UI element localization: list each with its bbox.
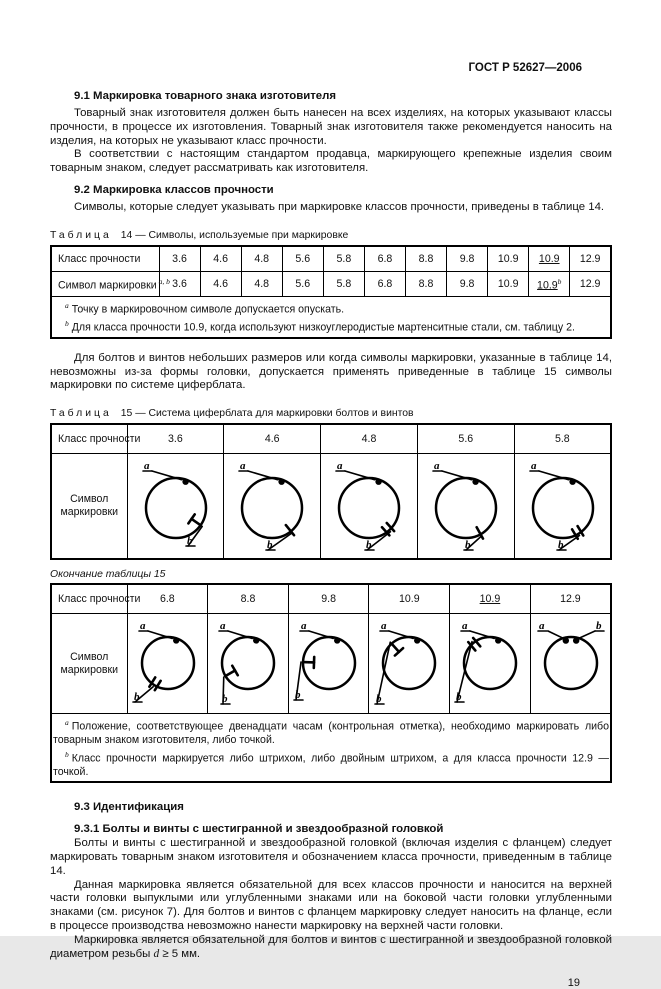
table-cell [200, 246, 241, 272]
svg-text:a: a [240, 460, 246, 472]
table-cell [282, 246, 323, 272]
table-15-caption [50, 408, 612, 419]
class-value: 6.8 [378, 253, 393, 265]
svg-text:b: b [376, 693, 382, 705]
table-cell [364, 271, 405, 296]
svg-text:a: a [301, 620, 307, 632]
class-value: 4.8 [254, 278, 269, 290]
table-cell [447, 271, 488, 296]
table-cell [488, 271, 529, 296]
section-9-3-1-title: 9.3.1 Болты и винты с шестигранной и звездообразной головкой [50, 823, 612, 835]
table-cell [200, 271, 241, 296]
class-value: 3.6 [172, 253, 187, 265]
svg-text:b: b [134, 691, 140, 703]
svg-text:a: a [462, 620, 468, 632]
svg-text:b: b [267, 539, 273, 551]
thread-diameter-variable: d [153, 948, 159, 960]
row-label: Символ маркировки [51, 454, 127, 560]
class-value: 8.8 [241, 593, 256, 605]
table-footnote: $^a$ Положение, соответствующее двенадцати часам (контрольная отметка), необходимо маркировать либо товарным знаком изготовителя, либо точкой. [53, 716, 609, 748]
dial-symbol-cell [514, 454, 611, 560]
svg-text:a: a [337, 460, 343, 472]
svg-text:a: a [434, 460, 440, 472]
table-cell [570, 246, 611, 272]
table-footnote: $^a$ Точку в маркировочном символе допускается опускать. [53, 299, 609, 317]
dial-symbol-cell [450, 614, 531, 714]
table-cell [241, 246, 282, 272]
svg-text:a: a [381, 620, 387, 632]
class-value: 4.8 [362, 433, 377, 445]
dial-symbol-cell [321, 454, 418, 560]
table-footnote: $^b$ Для класса прочности 10.9, когда используют низкоуглеродистые мартенситные стали, см. таблицу 2. [53, 317, 609, 335]
table-cell [417, 424, 514, 454]
class-value: 10.9 [498, 278, 519, 290]
table-cell [241, 271, 282, 296]
class-value: 12.9 [580, 278, 601, 290]
table-footnotes-cell [51, 714, 611, 783]
class-value: 9.8 [321, 593, 336, 605]
dial-marking-table-part-1 [50, 423, 612, 560]
dial-symbol-cell [127, 454, 224, 560]
class-value: 4.8 [254, 253, 269, 265]
row-label: Символ маркировки [51, 614, 127, 714]
footnote-marker: a [65, 718, 69, 727]
class-value: 5.6 [295, 253, 310, 265]
table-cell [224, 424, 321, 454]
paragraph-9-3-1-c [50, 934, 612, 962]
dial-symbol-cell [288, 614, 369, 714]
svg-text:b: b [465, 539, 471, 551]
class-value: 5.6 [295, 278, 310, 290]
table-row [51, 714, 611, 783]
class-value: 6.8 [160, 593, 175, 605]
table-cell [127, 424, 224, 454]
row-label: Класс прочности [51, 424, 127, 454]
class-value: 5.8 [555, 433, 570, 445]
dial-symbol-cell [224, 454, 321, 560]
table-row [51, 271, 611, 296]
table-cell [288, 584, 369, 614]
strength-class-dial-symbol [290, 616, 369, 708]
dial-marking-table-part-2 [50, 583, 612, 783]
table-row [51, 454, 611, 560]
table-15-part-1 [50, 423, 612, 560]
class-value: 10.9 [480, 593, 501, 605]
row-label: Класс прочности [51, 246, 159, 272]
footnote-marker: a [65, 301, 69, 310]
table-14-caption-text: 14 — Символы, используемые при маркировке [121, 230, 349, 241]
strength-class-dial-symbol [516, 456, 611, 553]
class-value: 8.8 [419, 253, 434, 265]
table-row [51, 296, 611, 338]
table-cell [450, 584, 531, 614]
class-value: 5.6 [458, 433, 473, 445]
table-cell [321, 424, 418, 454]
strength-class-dial-symbol [419, 456, 514, 553]
section-9-1-title: 9.1 Маркировка товарного знака изготовителя [50, 90, 612, 102]
class-value: 4.6 [213, 253, 228, 265]
svg-text:b: b [596, 620, 602, 632]
footnote-ref: a, b [157, 277, 170, 286]
class-value: 10.9 [539, 253, 560, 265]
paragraph-9-2-b: Для болтов и винтов небольших размеров или когда символы маркировки, указанные в таблице 14, невозможны из-за формы головки, допускается применять приведенные в таблице 15 символы маркировки по системе циферблата. [50, 352, 612, 393]
table-cell [447, 246, 488, 272]
paragraph-9-3-1-a: Болты и винты с шестигранной и звездообразной головкой (включая изделия с фланцем) следует маркировать товарным знаком изготовителя и обозначением класса прочности, приведенным в таблице 14. [50, 837, 612, 878]
row-label: Класс прочности [51, 584, 127, 614]
table-14-caption-word: Таблица [50, 230, 112, 241]
class-value: 9.8 [460, 278, 475, 290]
table-cell [208, 584, 289, 614]
strength-class-dial-symbol [322, 456, 417, 553]
class-value: 6.8 [378, 278, 393, 290]
paragraph-9-1-b: В соответствии с настоящим стандартом продавца, маркирующего крепежные изделия своим товарным знаком, следует рассматривать как изготовителя. [50, 148, 612, 176]
table-footnotes-cell [51, 296, 611, 338]
table-footnote: $^b$ Класс прочности маркируется либо штрихом, либо двойным штрихом, а для класса прочности 12.9 — точкой. [53, 748, 609, 780]
class-value: 12.9 [580, 253, 601, 265]
strength-class-dial-symbol [209, 616, 288, 708]
class-value: 10.9 [399, 593, 420, 605]
dial-symbol-cell [208, 614, 289, 714]
table-row [51, 584, 611, 614]
table-row [51, 246, 611, 272]
strength-class-dial-symbol [129, 456, 224, 553]
row-label: Символ маркировки $^{a, b}$ [51, 271, 159, 296]
paragraph-9-2-a: Символы, которые следует указывать при маркировке классов прочности, приведены в таблице 14. [50, 201, 612, 215]
class-value: 10.9 [498, 253, 519, 265]
svg-text:b: b [456, 691, 462, 703]
table-14 [50, 245, 612, 339]
footnote-marker: b [65, 319, 69, 328]
svg-text:a: a [531, 460, 537, 472]
class-value: 10.9 [537, 279, 558, 291]
class-value: 9.8 [460, 253, 475, 265]
table-row [51, 614, 611, 714]
class-value: 5.8 [336, 278, 351, 290]
dial-symbol-cell [530, 614, 611, 714]
table-cell [369, 584, 450, 614]
table-cell [530, 584, 611, 614]
svg-text:a: a [140, 620, 146, 632]
class-value: 3.6 [168, 433, 183, 445]
dial-symbol-cell [127, 614, 208, 714]
table-15-caption-text: 15 — Система циферблата для маркировки болтов и винтов [121, 408, 414, 419]
class-value: 3.6 [172, 278, 187, 290]
strength-class-symbols-table [50, 245, 612, 339]
table-cell [529, 246, 570, 272]
table-cell [364, 246, 405, 272]
svg-text:b: b [558, 539, 564, 551]
footnote-ref: b [558, 277, 562, 286]
table-cell [323, 271, 364, 296]
table-cell [405, 246, 446, 272]
table-15-part-2 [50, 583, 612, 783]
table-cell [159, 246, 200, 272]
paragraph-9-3-1-c-pre: Маркировка является обязательной для болтов и винтов с шестигранной и звездообразной головкой диаметром резьбы [50, 934, 612, 960]
table-cell [514, 424, 611, 454]
doc-standard-number: ГОСТ Р 52627—2006 [50, 62, 612, 74]
svg-text:a: a [539, 620, 545, 632]
table-cell [405, 271, 446, 296]
table-row [51, 424, 611, 454]
strength-class-dial-symbol [532, 616, 611, 708]
strength-class-dial-symbol [370, 616, 449, 708]
class-value: 5.8 [336, 253, 351, 265]
svg-text:a: a [144, 460, 150, 472]
table-15-continuation-label: Окончание таблицы 15 [50, 569, 612, 580]
class-value: 4.6 [213, 278, 228, 290]
table-15-caption-word: Таблица [50, 408, 112, 419]
footnote-marker: b [65, 750, 69, 759]
paragraph-9-3-1-b: Данная маркировка является обязательной для всех классов прочности и наносится на верхней части головки выпуклыми или углубленными знаками или на боковой части головки углубленными знаками (см. рисунок 7). Для болтов и винтов с фланцем маркировку следует наносить на фланце, если в процессе производства невозможно нанести маркировку на верхней части головки. [50, 879, 612, 934]
class-value: 12.9 [560, 593, 581, 605]
section-9-2-title: 9.2 Маркировка классов прочности [50, 184, 612, 196]
dial-symbol-cell [369, 614, 450, 714]
strength-class-dial-symbol [451, 616, 530, 708]
table-cell [488, 246, 529, 272]
section-9-3-title: 9.3 Идентификация [50, 801, 612, 813]
table-cell [323, 246, 364, 272]
table-cell [529, 271, 570, 296]
strength-class-dial-symbol [129, 616, 208, 708]
svg-text:b: b [366, 539, 372, 551]
dial-symbol-cell [417, 454, 514, 560]
class-value: 8.8 [419, 278, 434, 290]
strength-class-dial-symbol [225, 456, 320, 553]
svg-text:b: b [187, 535, 193, 547]
class-value: 4.6 [265, 433, 280, 445]
paragraph-9-3-1-c-post: ≥ 5 мм. [159, 948, 200, 960]
paragraph-9-1-a: Товарный знак изготовителя должен быть нанесен на всех изделиях, на которых указывают классы прочности, в процессе их изготовления. Товарный знак изготовителя также рекомендуется наносить на изделия, на которых не указывают класс прочности. [50, 107, 612, 148]
svg-text:b: b [295, 689, 301, 701]
page-number: 19 [50, 977, 612, 989]
table-cell [570, 271, 611, 296]
svg-text:a: a [220, 620, 226, 632]
table-14-caption [50, 230, 612, 241]
table-cell [282, 271, 323, 296]
svg-text:b: b [222, 693, 228, 705]
